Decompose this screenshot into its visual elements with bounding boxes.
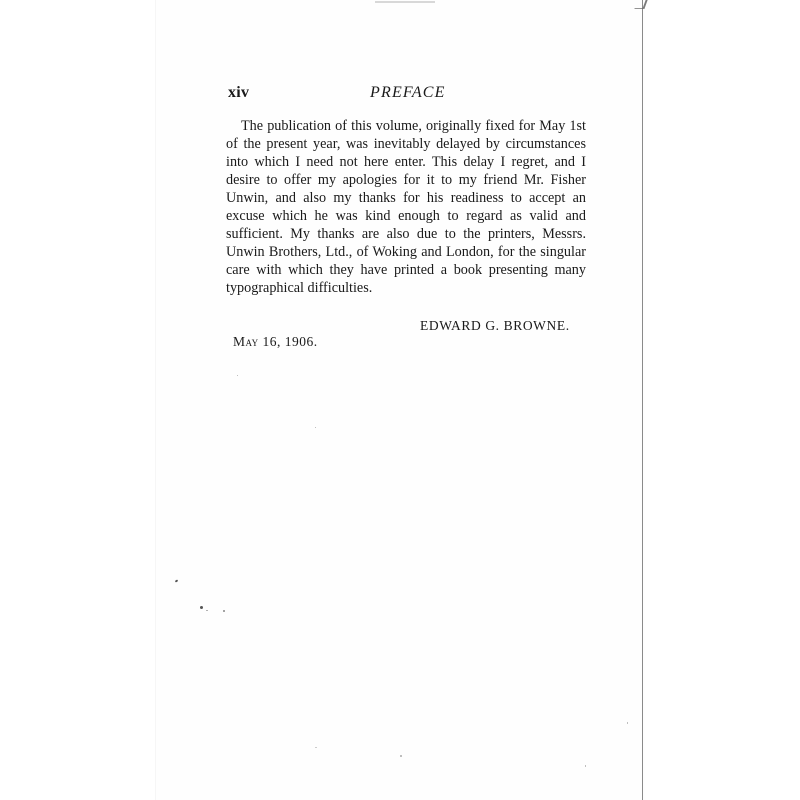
page-edge-line [642, 0, 643, 800]
scan-speck [627, 722, 628, 724]
preface-date: May 16, 1906. [233, 334, 318, 349]
scan-speck [223, 610, 225, 612]
page-corner-mark [634, 0, 647, 9]
scan-speck [585, 765, 586, 767]
scan-speck [315, 747, 317, 748]
scan-speck [315, 427, 316, 428]
running-title: PREFACE [370, 84, 446, 101]
scan-speck [400, 755, 402, 757]
scan-speck [200, 606, 203, 609]
running-head [228, 84, 588, 104]
top-scan-smudge [375, 1, 435, 3]
scan-speck [206, 610, 208, 611]
scan-speck [237, 375, 238, 376]
preface-paragraph: The publication of this volume, originally fixed for May 1st of the present year, was inevitably delayed by circumstances into which I need not here enter. This delay I regret, and I desire to offer my apologies for it to my friend Mr. Fisher Unwin, and also my thanks for his readiness to accept an excuse which he was kind enough to regard as valid and sufficient. My thanks are also due to the printers, Messrs. Unwin Brothers, Ltd., of Woking and London, for the singular care with which they have printed a book presenting many typographical difficulties. [226, 118, 586, 296]
author-signature: EDWARD G. BROWNE. [420, 318, 570, 333]
page-number: xiv [228, 84, 250, 101]
